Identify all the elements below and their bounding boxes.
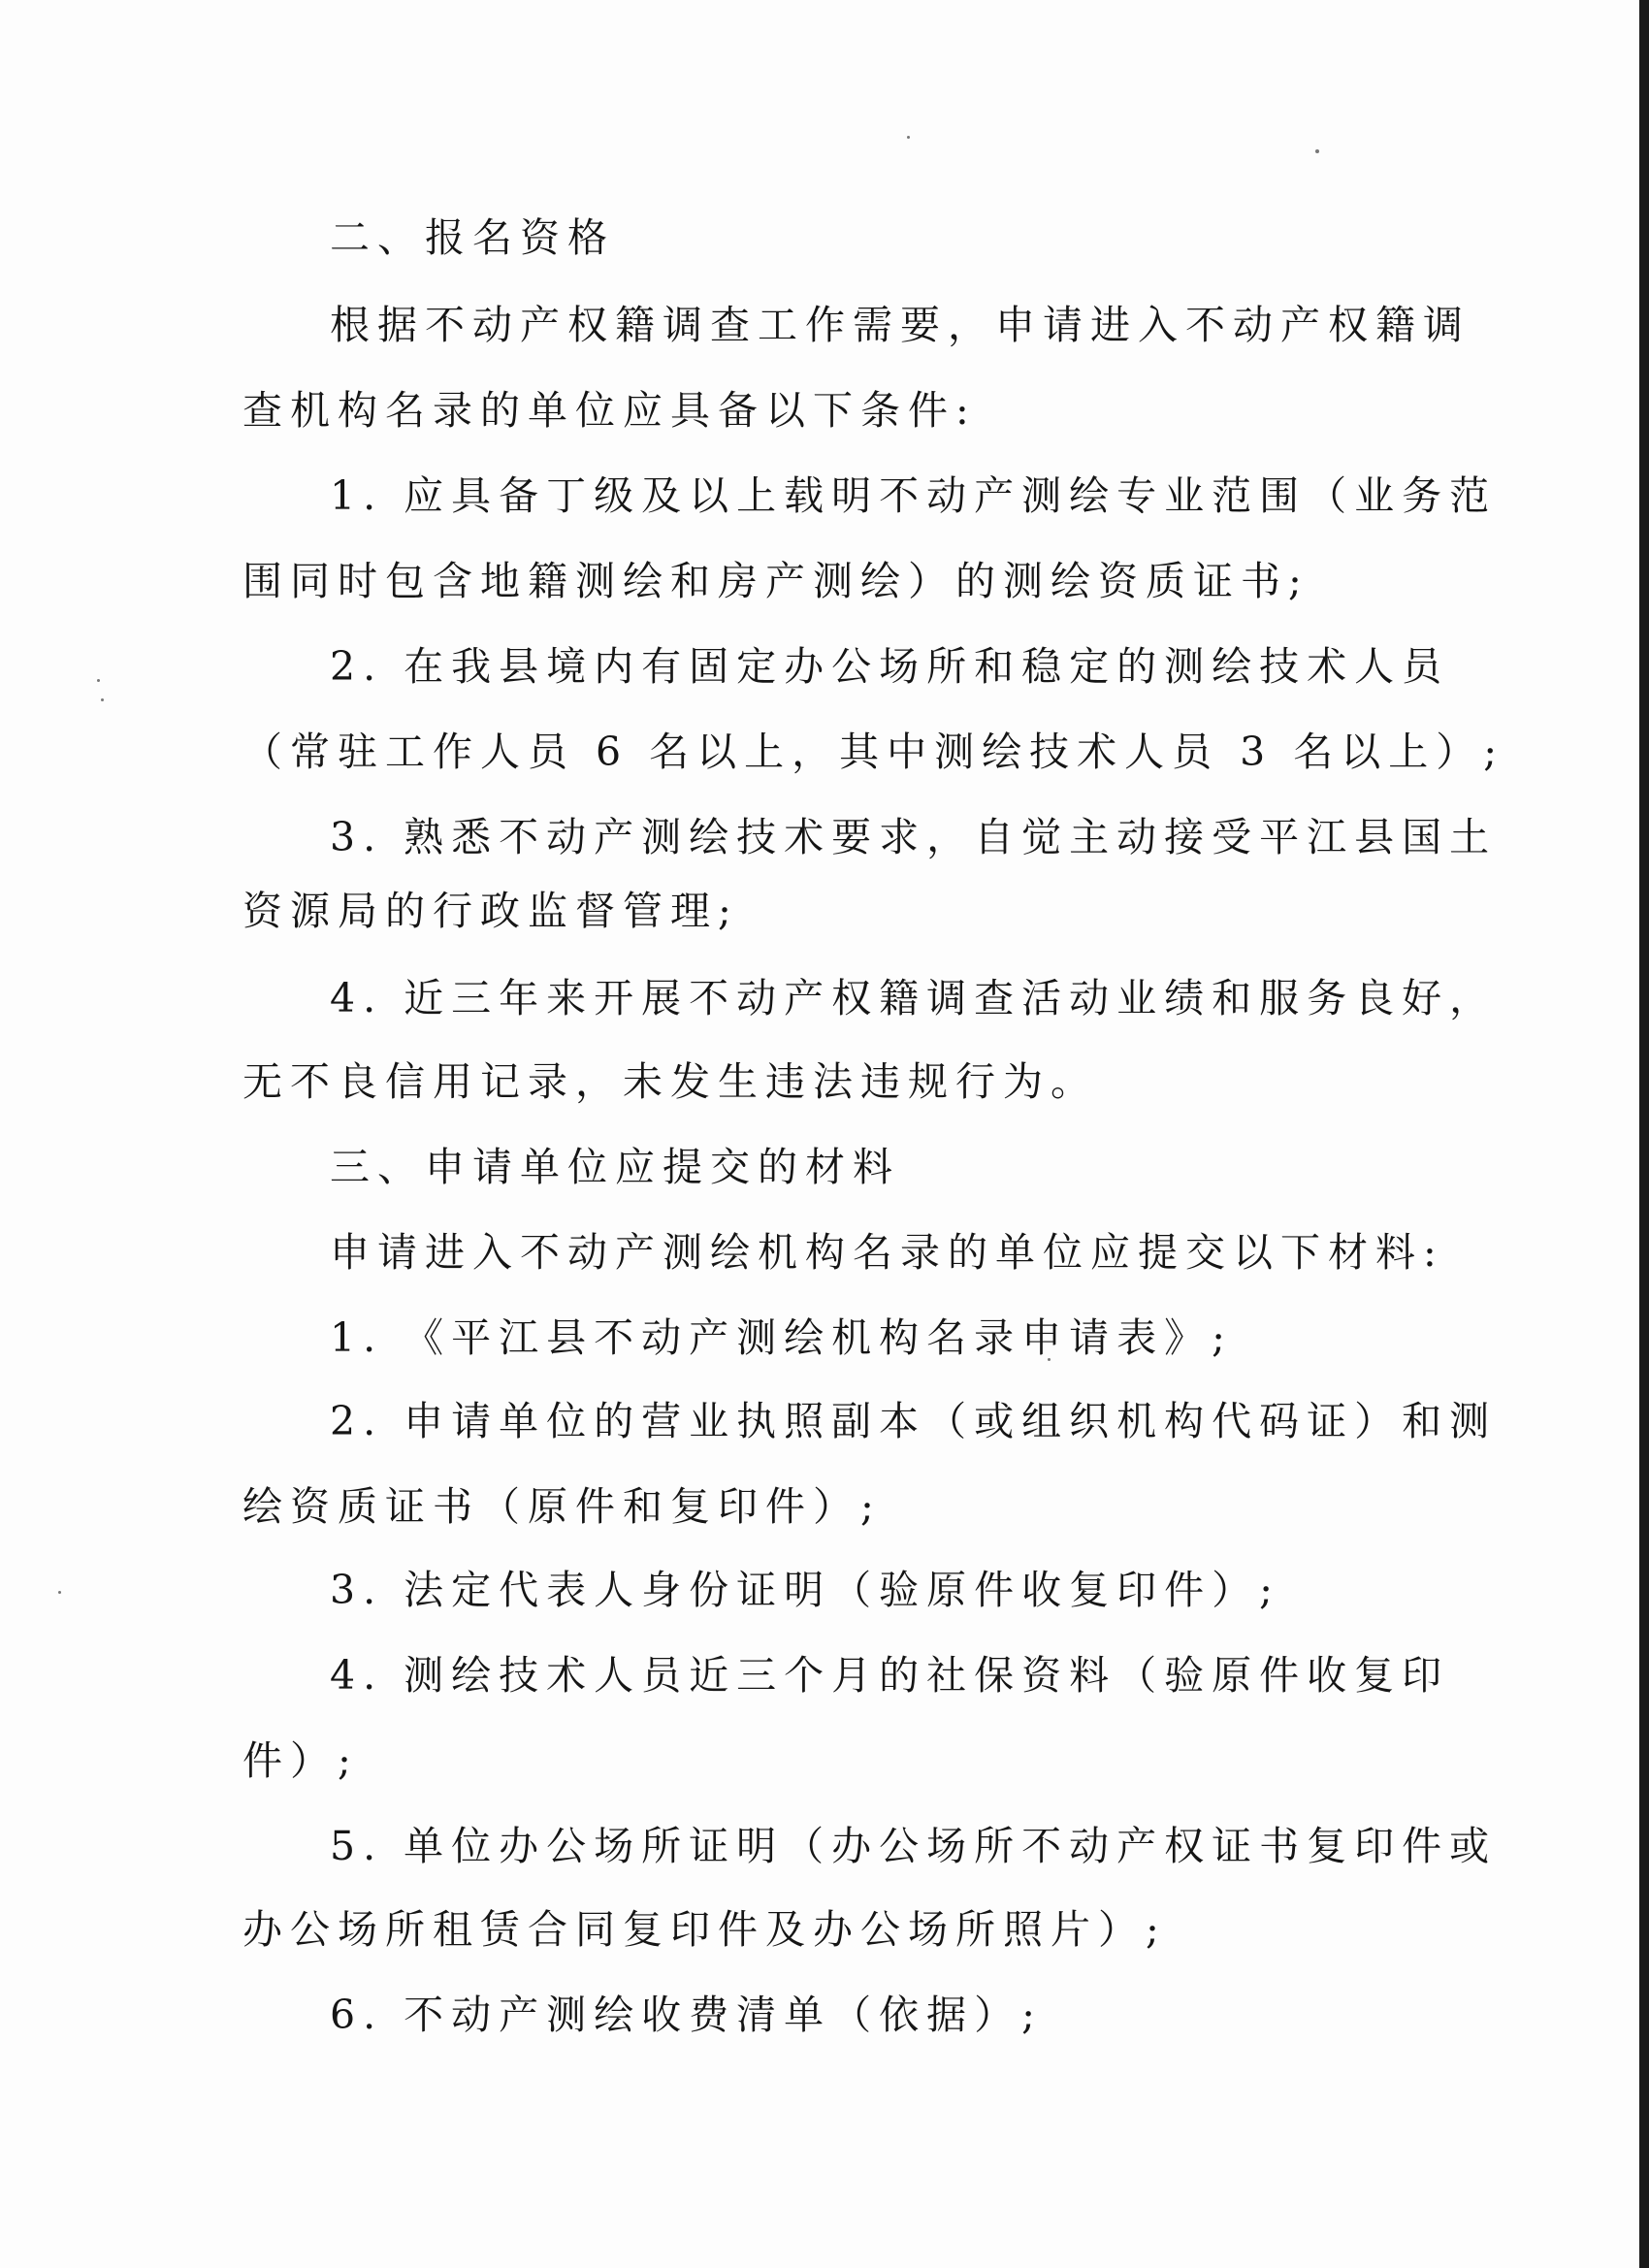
scan-speck	[1315, 149, 1319, 153]
scan-speck	[907, 136, 910, 139]
list-item-line: 4. 测绘技术人员近三个月的社保资料（验原件收复印	[330, 1652, 1450, 1699]
list-item-line: 6. 不动产测绘收费清单（依据）;	[330, 1992, 1043, 2038]
scan-edge	[1639, 0, 1649, 2268]
list-item-line: 绘资质证书（原件和复印件）;	[242, 1483, 882, 1530]
list-item-line: 件）;	[242, 1737, 359, 1784]
section-heading-materials: 三、申请单位应提交的材料	[330, 1144, 900, 1190]
scan-speck	[97, 679, 100, 682]
list-item-line: 1. 应具备丁级及以上载明不动产测绘专业范围（业务范	[330, 472, 1498, 519]
paragraph-line: 根据不动产权籍调查工作需要，申请进入不动产权籍调	[330, 302, 1471, 348]
list-item-line: 2. 申请单位的营业执照副本（或组织机构代码证）和测	[330, 1398, 1498, 1444]
section-heading-qualification: 二、报名资格	[330, 214, 615, 261]
list-item-line: 2. 在我县境内有固定办公场所和稳定的测绘技术人员	[330, 643, 1450, 690]
list-item-line: （常驻工作人员 6 名以上，其中测绘技术人员 3 名以上）;	[242, 729, 1505, 775]
list-item-line: 办公场所租赁合同复印件及办公场所照片）;	[242, 1906, 1167, 1953]
list-item-line: 1. 《平江县不动产测绘机构名录申请表》;	[330, 1314, 1233, 1361]
list-item-line: 3. 法定代表人身份证明（验原件收复印件）;	[330, 1567, 1280, 1613]
list-item-line: 资源局的行政监督管理;	[242, 888, 739, 934]
list-item-line: 4. 近三年来开展不动产权籍调查活动业绩和服务良好，	[330, 975, 1498, 1021]
list-item-line: 无不良信用记录，未发生违法违规行为。	[242, 1058, 1098, 1105]
list-item-line: 围同时包含地籍测绘和房产测绘）的测绘资质证书;	[242, 558, 1310, 604]
scan-speck	[101, 698, 104, 701]
paragraph-line: 查机构名录的单位应具备以下条件:	[242, 387, 977, 434]
paragraph-line: 申请进入不动产测绘机构名录的单位应提交以下材料:	[330, 1229, 1444, 1276]
list-item-line: 3. 熟悉不动产测绘技术要求，自觉主动接受平江县国土	[330, 814, 1498, 860]
scan-speck	[58, 1591, 61, 1594]
list-item-line: 5. 单位办公场所证明（办公场所不动产权证书复印件或	[330, 1823, 1498, 1869]
